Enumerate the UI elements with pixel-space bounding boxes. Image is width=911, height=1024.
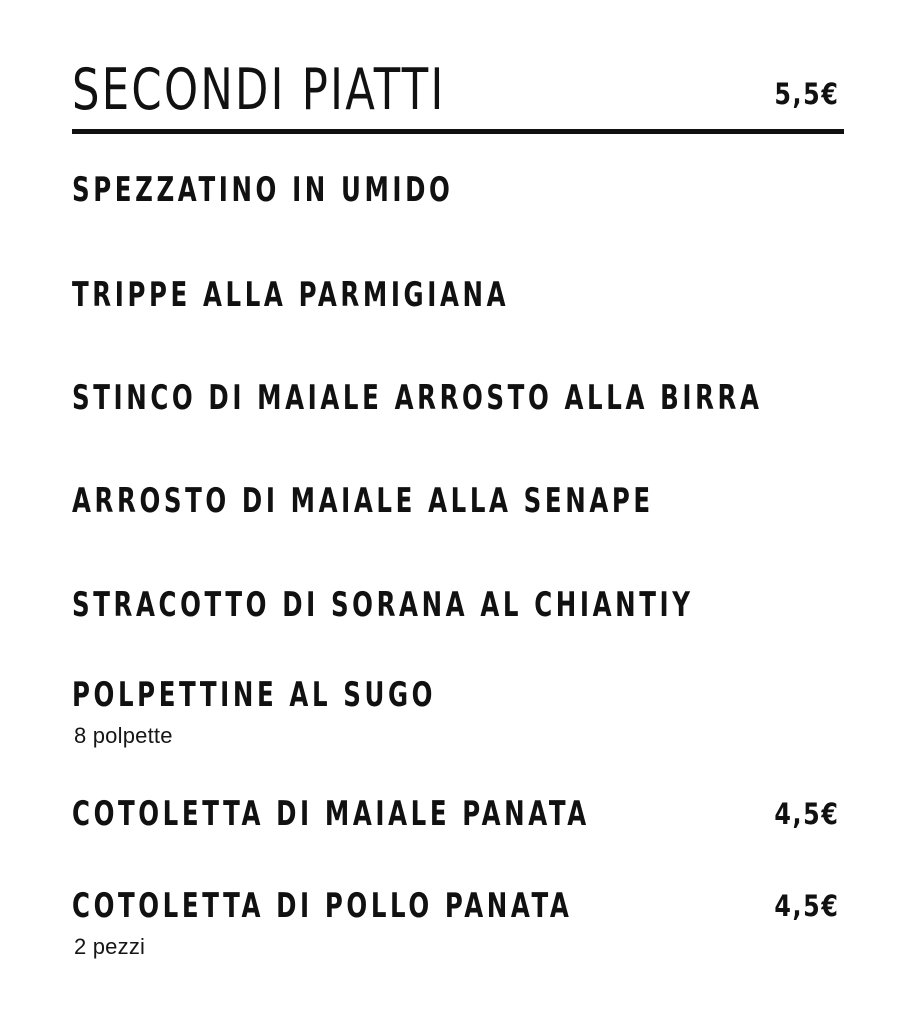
menu-item-name: COTOLETTA DI MAIALE PANATA: [72, 794, 590, 834]
menu-item-name: STRACOTTO DI SORANA AL CHIANTIY: [72, 585, 694, 625]
menu-section: [72, 0, 844, 1024]
menu-header: [72, 56, 844, 124]
menu-item-price: 4,5€: [774, 889, 840, 923]
menu-item-name: STINCO DI MAIALE ARROSTO ALLA BIRRA: [72, 378, 763, 418]
menu-item-note: 2 pezzi: [74, 934, 146, 959]
menu-item-name: ARROSTO DI MAIALE ALLA SENAPE: [72, 481, 654, 521]
menu-item-note: 8 polpette: [74, 723, 173, 748]
section-title: SECONDI PIATTI: [72, 57, 446, 123]
section-price: 5,5€: [774, 77, 840, 111]
header-divider: [72, 129, 844, 134]
menu-item-name: SPEZZATINO IN UMIDO: [72, 170, 454, 210]
menu-item-name: TRIPPE ALLA PARMIGIANA: [72, 275, 510, 315]
menu-item-name: POLPETTINE AL SUGO: [72, 675, 437, 715]
menu-item-name: COTOLETTA DI POLLO PANATA: [72, 886, 573, 926]
menu-item-price: 4,5€: [774, 797, 840, 831]
